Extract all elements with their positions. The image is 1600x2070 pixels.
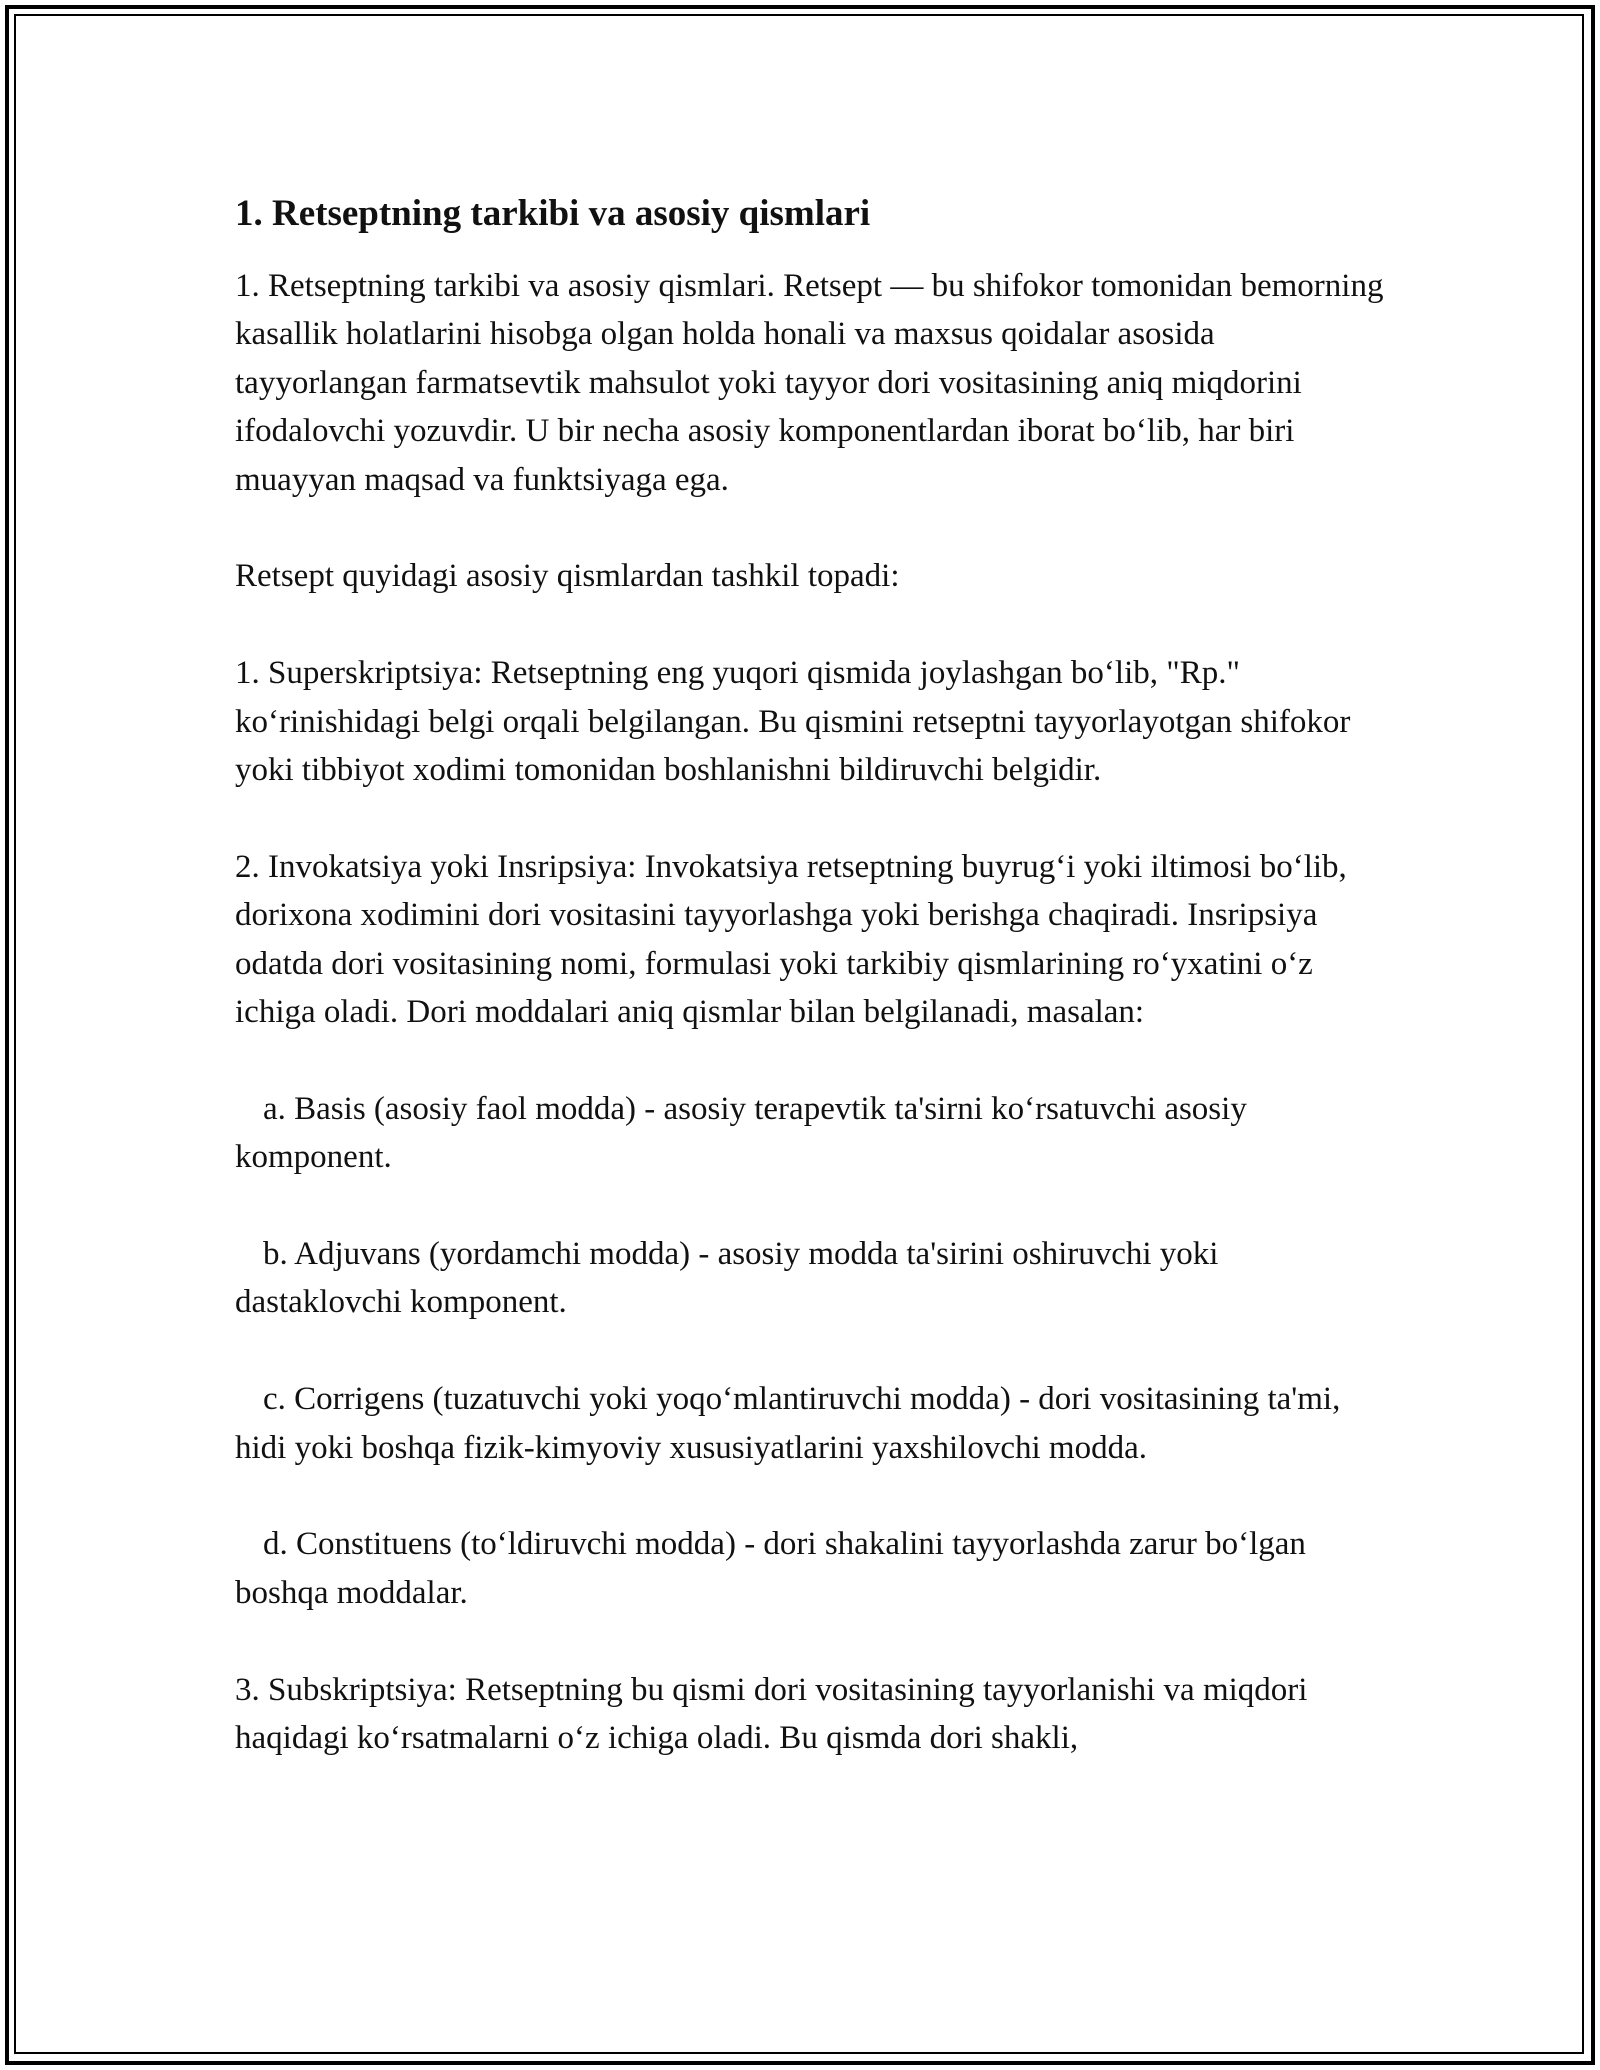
paragraph-corrigens: c. Corrigens (tuzatuvchi yoki yoqo‘mlantiruvchi modda) - dori vositasining ta'mi, hidi yoki boshqa fizik-kimyoviy xususiyatlarini yaxshilovchi modda. xyxy=(235,1381,1341,1466)
paragraph-adjuvans: b. Adjuvans (yordamchi modda) - asosiy modda ta'sirini oshiruvchi yoki dastaklovchi komponent. xyxy=(235,1236,1219,1321)
paragraph-constituens: d. Constituens (to‘ldiruvchi modda) - dori shakalini tayyorlashda zarur bo‘lgan boshqa moddalar. xyxy=(235,1526,1306,1611)
paragraph-intro: 1. Retseptning tarkibi va asosiy qismlari. Retsept — bu shifokor tomonidan bemorning kasallik holatlarini hisobga olgan holda honali va maxsus qoidalar asosida tayyorlangan farmatsevtik mahsulot yoki tayyor dori vositasining aniq miqdorini ifodalovchi yozuvdir. U bir necha asosiy komponentlardan iborat bo‘lib, har biri muayyan maqsad va funktsiyaga ega. xyxy=(235,268,1384,498)
paragraph-subskriptsiya: 3. Subskriptsiya: Retseptning bu qismi dori vositasining tayyorlanishi va miqdori haqidagi ko‘rsatmalarni o‘z ichiga oladi. Bu qismda dori shakli, xyxy=(235,1671,1308,1757)
paragraph-parts-lead: Retsept quyidagi asosiy qismlardan tashkil topadi: xyxy=(235,558,900,595)
paragraph-invokatsiya: 2. Invokatsiya yoki Insripsiya: Invokatsiya retseptning buyrug‘i yoki iltimosi bo‘lib, dorixona xodimini dori vositasini tayyorlashga yoki berishga chaqiradi. Insripsiya odatda dori vositasining nomi, formulasi yoki tarkibiy qismlarining ro‘yxatini o‘z ichiga oladi. Dori moddalari aniq qismlar bilan belgilanadi, masalan: xyxy=(235,848,1347,1031)
paragraph-basis: a. Basis (asosiy faol modda) - asosiy terapevtik ta'sirni ko‘rsatuvchi asosiy komponent. xyxy=(235,1090,1247,1176)
paragraph-superskriptsiya: 1. Superskriptsiya: Retseptning eng yuqori qismida joylashgan bo‘lib, "Rp." ko‘rinishidagi belgi orqali belgilangan. Bu qismini retseptni tayyorlayotgan shifokor yoki tibbiyot xodimi tomonidan boshlanishni bildiruvchi belgidir. xyxy=(235,655,1351,789)
document-body xyxy=(235,188,1385,1811)
section-heading: 1. Retseptning tarkibi va asosiy qismlari xyxy=(235,193,871,234)
